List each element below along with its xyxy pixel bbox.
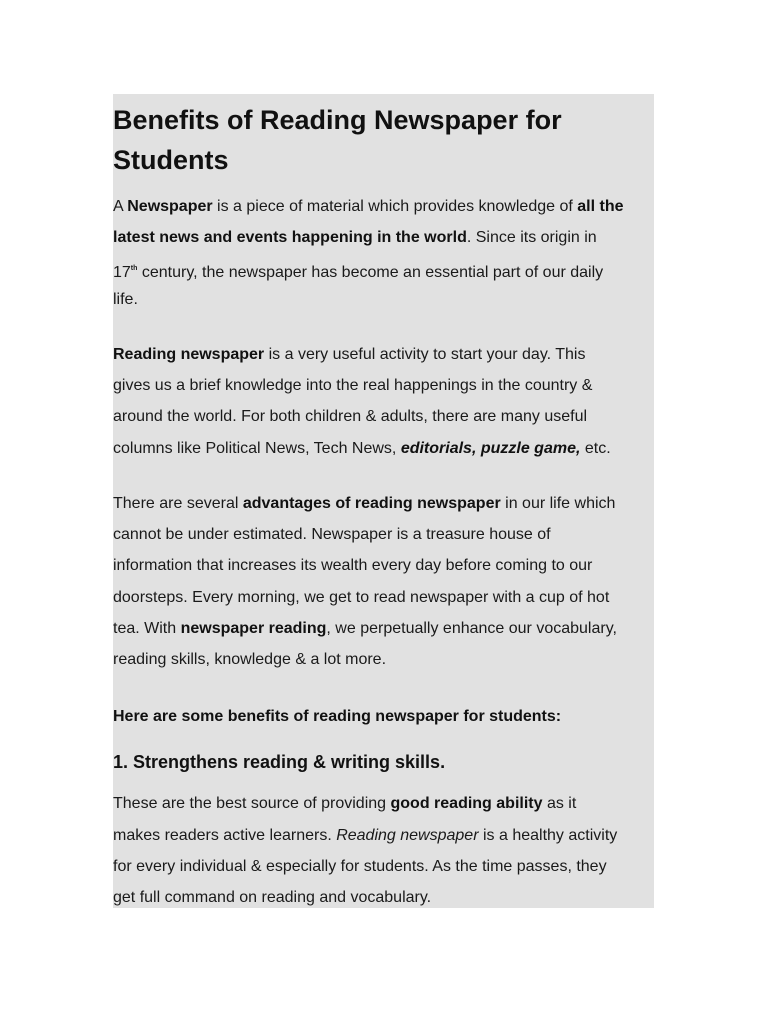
bold-text: latest news and events happening in the world: [113, 229, 467, 246]
bold-text: all the: [577, 198, 624, 215]
text: . Since its origin in: [466, 229, 597, 246]
bold-text: Newspaper: [127, 198, 213, 215]
text: is a very useful activity to start your day. This: [264, 346, 586, 363]
article-title: [113, 100, 562, 180]
text: 17: [113, 264, 131, 281]
bold-text: advantages of reading newspaper: [242, 495, 501, 512]
text: columns like Political News, Tech News,: [113, 440, 401, 457]
paragraph-1-line-2: [113, 229, 597, 247]
text: There are several: [113, 495, 243, 512]
text: in our life which: [500, 495, 616, 512]
section-heading-1: 1. Strengthens reading & writing skills.: [113, 752, 446, 772]
paragraph-2-line-4: [113, 440, 611, 458]
article-block: [113, 94, 654, 908]
bold-text: newspaper reading: [180, 620, 327, 637]
paragraph-4-line-4: get full command on reading and vocabulary.: [113, 889, 432, 906]
title-line-2: Students: [113, 145, 229, 175]
superscript: th: [130, 265, 138, 272]
text: is a piece of material which provides knowledge of: [212, 198, 578, 215]
paragraph-1-line-4: life.: [113, 291, 138, 308]
bold-text: Reading newspaper: [113, 346, 265, 363]
benefits-lead-in: Here are some benefits of reading newspaper for students:: [113, 708, 562, 725]
paragraph-4-line-2: [113, 827, 617, 845]
title-line-1: Benefits of Reading Newspaper for: [113, 105, 562, 135]
text: makes readers active learners.: [113, 827, 337, 844]
bold-italic-text: editorials, puzzle game,: [400, 440, 581, 457]
paragraph-2-line-2: gives us a brief knowledge into the real happenings in the country &: [113, 377, 593, 394]
paragraph-3-line-2: cannot be under estimated. Newspaper is a treasure house of: [113, 526, 551, 543]
paragraph-2-line-3: around the world. For both children & adults, there are many useful: [113, 408, 588, 425]
paragraph-1-line-1: [113, 198, 623, 216]
paragraph-3-line-1: [113, 495, 615, 513]
text: is a healthy activity: [478, 827, 618, 844]
paragraph-2-line-1: [113, 346, 585, 364]
text: century, the newspaper has become an essential part of our daily: [137, 264, 604, 281]
italic-text: Reading newspaper: [336, 827, 479, 844]
paragraph-3-line-4: doorsteps. Every morning, we get to read newspaper with a cup of hot: [113, 589, 610, 606]
paragraph-3-line-5: [113, 620, 617, 638]
text: These are the best source of providing: [113, 795, 391, 812]
text: tea. With: [113, 620, 181, 637]
text: as it: [542, 795, 577, 812]
bold-text: good reading ability: [390, 795, 543, 812]
text: , we perpetually enhance our vocabulary,: [326, 620, 617, 637]
paragraph-4-line-3: for every individual & especially for students. As the time passes, they: [113, 858, 607, 875]
paragraph-1-line-3: [113, 260, 603, 282]
text: etc.: [580, 440, 611, 457]
paragraph-4-line-1: [113, 795, 576, 813]
paragraph-3-line-3: information that increases its wealth every day before coming to our: [113, 557, 593, 574]
text: A: [113, 198, 128, 215]
paragraph-3-line-6: reading skills, knowledge & a lot more.: [113, 651, 387, 668]
